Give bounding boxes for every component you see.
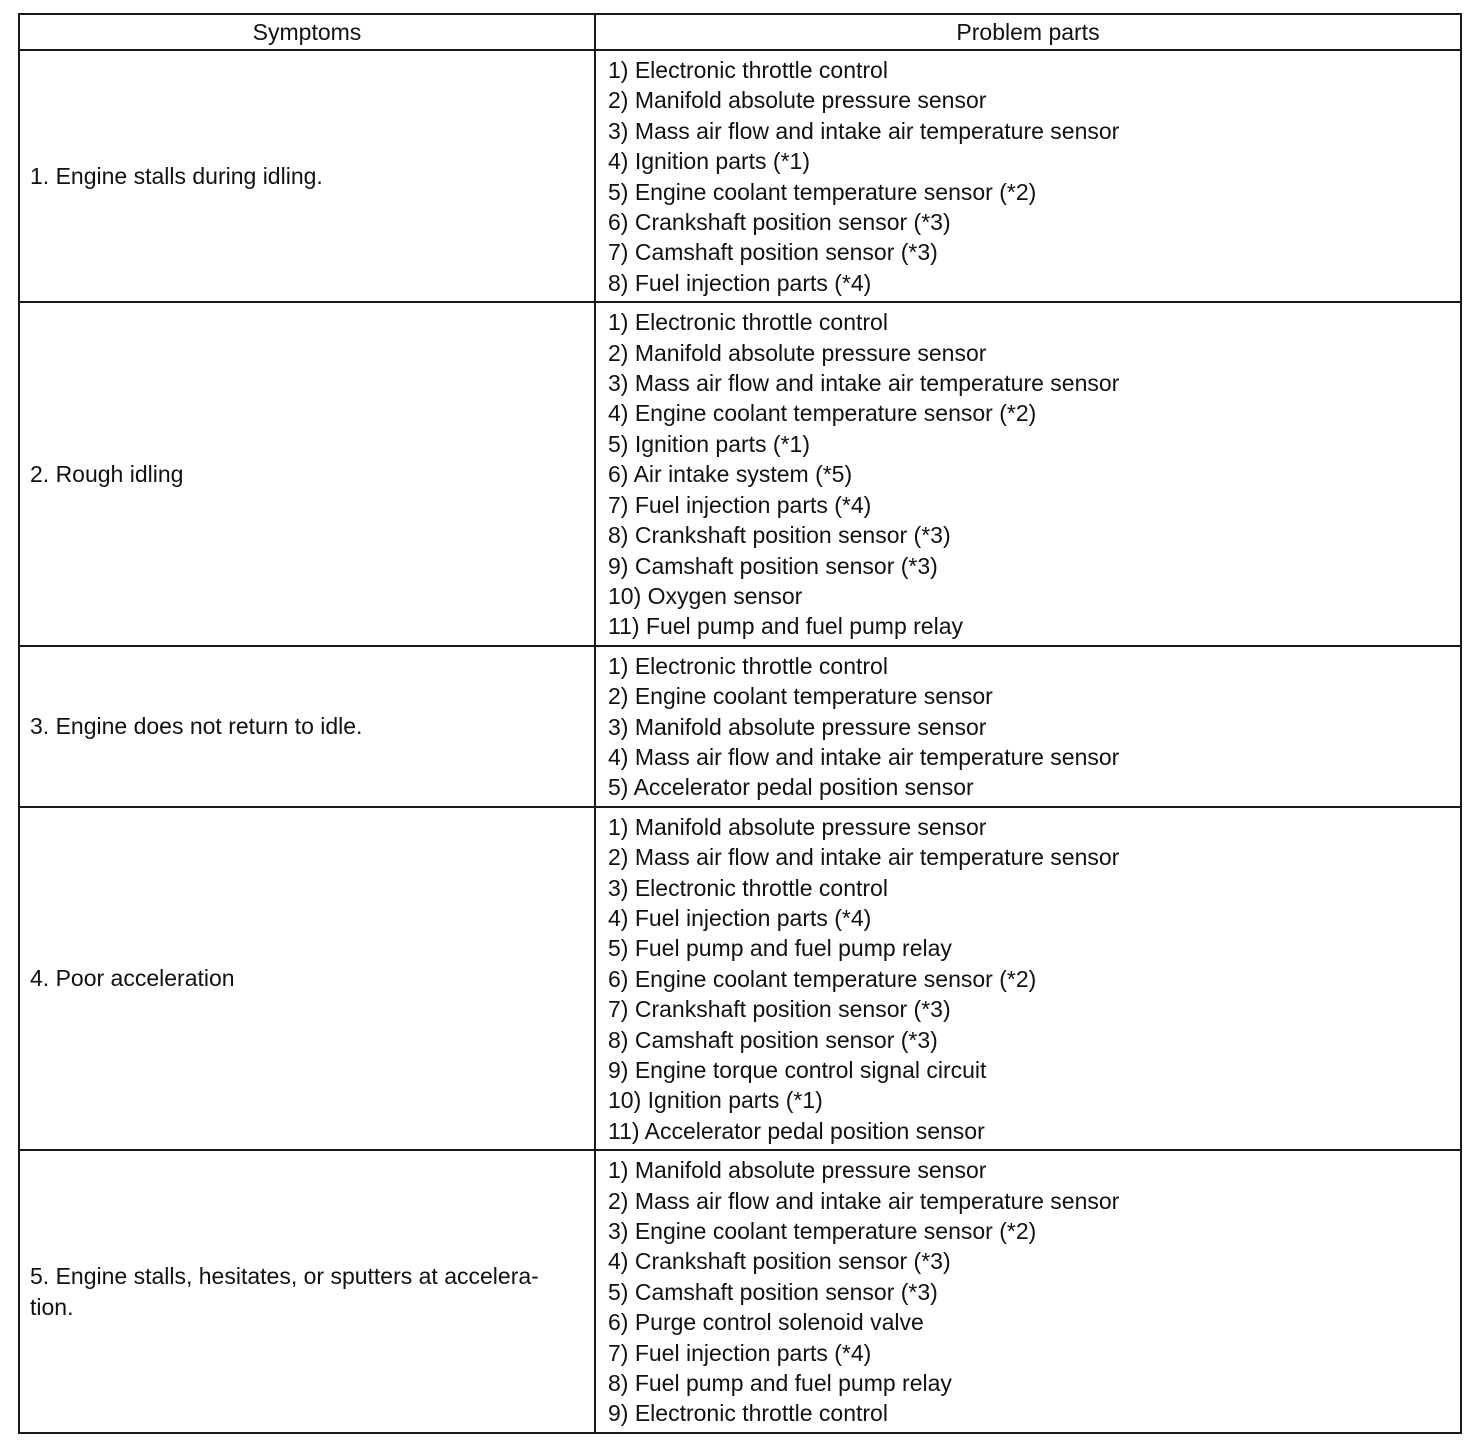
part-item: 1) Manifold absolute pressure sensor: [608, 1157, 987, 1184]
part-item: 5) Ignition parts (*1): [608, 430, 810, 457]
symptom-cell: 1. Engine stalls during idling.: [19, 50, 595, 302]
part-item: 11) Fuel pump and fuel pump relay: [608, 613, 963, 640]
part-item: 3) Engine coolant temperature sensor (*2): [608, 1218, 1037, 1245]
table-row: [19, 302, 1461, 645]
part-item: 6) Engine coolant temperature sensor (*2): [608, 965, 1037, 992]
symptom-cell: 3. Engine does not return to idle.: [19, 646, 595, 807]
part-item: 1) Electronic throttle control: [608, 57, 888, 83]
part-item: 9) Electronic throttle control: [608, 1400, 888, 1427]
symptom-cell: 4. Poor acceleration: [19, 807, 595, 1150]
part-item: 4) Fuel injection parts (*4): [608, 904, 872, 931]
part-item: 4) Ignition parts (*1): [608, 148, 810, 175]
part-item: 2) Manifold absolute pressure sensor: [608, 87, 987, 114]
table-row: [19, 50, 1461, 302]
part-item: 8) Fuel pump and fuel pump relay: [608, 1370, 952, 1397]
part-item: 6) Crankshaft position sensor (*3): [608, 209, 951, 236]
part-item: 7) Camshaft position sensor (*3): [608, 239, 938, 266]
part-item: 11) Accelerator pedal position sensor: [608, 1117, 985, 1144]
symptoms-header: Symptoms: [19, 14, 595, 50]
table-row: [19, 1150, 1461, 1433]
part-item: 5) Camshaft position sensor (*3): [608, 1278, 938, 1305]
part-item: 1) Manifold absolute pressure sensor: [608, 813, 987, 840]
part-item: 9) Camshaft position sensor (*3): [608, 552, 938, 579]
part-item: 3) Mass air flow and intake air temperature sensor: [608, 117, 1120, 144]
part-item: 3) Mass air flow and intake air temperature sensor: [608, 370, 1120, 397]
table-row: [19, 646, 1461, 807]
part-item: 7) Fuel injection parts (*4): [608, 491, 872, 518]
part-item: 4) Mass air flow and intake air temperature sensor: [608, 743, 1120, 770]
part-item: 2) Mass air flow and intake air temperature sensor: [608, 1187, 1120, 1214]
part-item: 8) Camshaft position sensor (*3): [608, 1026, 938, 1053]
part-item: 4) Crankshaft position sensor (*3): [608, 1248, 951, 1275]
symptom-cell: 5. Engine stalls, hesitates, or sputters at accelera-tion.: [19, 1150, 595, 1433]
part-item: 7) Crankshaft position sensor (*3): [608, 996, 951, 1023]
part-item: 5) Accelerator pedal position sensor: [608, 774, 974, 801]
part-item: 1) Electronic throttle control: [608, 652, 888, 679]
part-item: 7) Fuel injection parts (*4): [608, 1339, 872, 1366]
part-item: 2) Engine coolant temperature sensor: [608, 683, 993, 710]
part-item: 10) Oxygen sensor: [608, 582, 803, 609]
part-item: 10) Ignition parts (*1): [608, 1087, 823, 1114]
part-item: 8) Fuel injection parts (*4): [608, 269, 872, 296]
problem-parts-cell: [595, 646, 1461, 807]
part-item: 3) Electronic throttle control: [608, 874, 888, 901]
part-item: 2) Manifold absolute pressure sensor: [608, 339, 987, 366]
table-row: [19, 807, 1461, 1150]
part-item: 3) Manifold absolute pressure sensor: [608, 713, 987, 740]
part-item: 4) Engine coolant temperature sensor (*2): [608, 400, 1037, 427]
part-item: 6) Purge control solenoid valve: [608, 1309, 924, 1336]
problem-parts-cell: [595, 807, 1461, 1150]
symptom-diagnosis-table: [18, 13, 1462, 1434]
problem-parts-cell: [595, 50, 1461, 302]
symptom-cell: 2. Rough idling: [19, 302, 595, 645]
problem-parts-header: Problem parts: [595, 14, 1461, 50]
problem-parts-cell: [595, 1150, 1461, 1433]
problem-parts-cell: [595, 302, 1461, 645]
header-row: [19, 14, 1461, 50]
part-item: 5) Fuel pump and fuel pump relay: [608, 935, 952, 962]
part-item: 9) Engine torque control signal circuit: [608, 1057, 987, 1083]
part-item: 6) Air intake system (*5): [608, 461, 853, 488]
part-item: 5) Engine coolant temperature sensor (*2): [608, 178, 1037, 205]
part-item: 1) Electronic throttle control: [608, 309, 888, 336]
part-item: 2) Mass air flow and intake air temperature sensor: [608, 844, 1120, 871]
part-item: 8) Crankshaft position sensor (*3): [608, 522, 951, 549]
